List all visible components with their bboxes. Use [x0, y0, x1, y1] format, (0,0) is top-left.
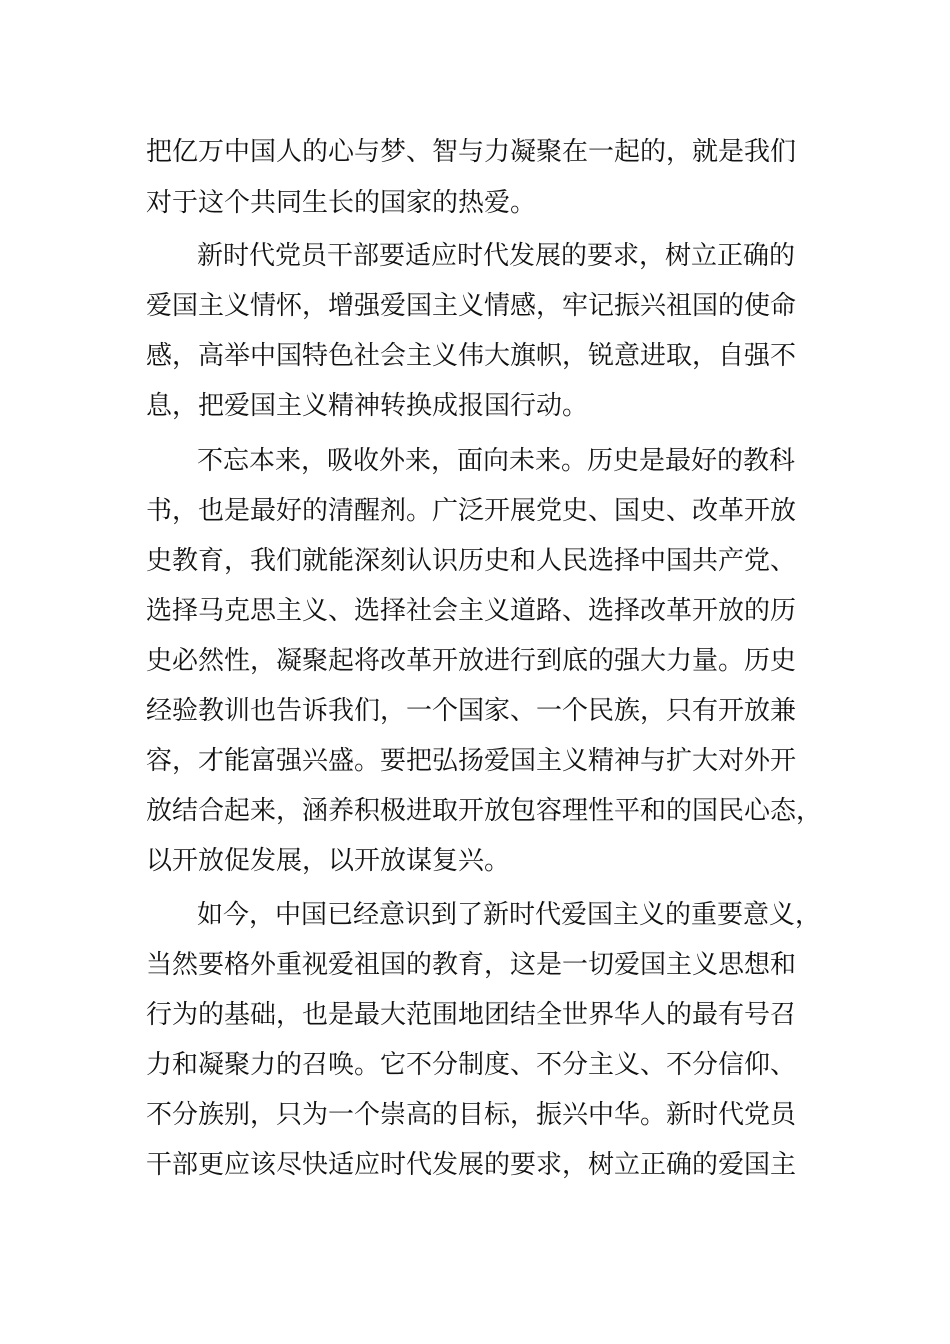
- text-line: 息，把爱国主义精神转换成报国行动。: [146, 391, 589, 421]
- text-line: 容，才能富强兴盛。要把弘扬爱国主义精神与扩大对外开: [146, 746, 797, 776]
- text-line: 干部更应该尽快适应时代发展的要求，树立正确的爱国主: [146, 1150, 797, 1180]
- text-line: 把亿万中国人的心与梦、智与力凝聚在一起的，就是我们: [146, 137, 797, 167]
- text-line: 不分族别，只为一个崇高的目标，振兴中华。新时代党员: [146, 1100, 797, 1130]
- text-line: 经验教训也告诉我们，一个国家、一个民族，只有开放兼: [146, 696, 797, 726]
- text-line: 感，高举中国特色社会主义伟大旗帜，锐意进取，自强不: [146, 341, 797, 371]
- text-line: 史教育，我们就能深刻认识历史和人民选择中国共产党、: [146, 546, 797, 576]
- text-line: 爱国主义情怀，增强爱国主义情感，牢记振兴祖国的使命: [146, 291, 797, 321]
- text-line: 书，也是最好的清醒剂。广泛开展党史、国史、改革开放: [146, 496, 797, 526]
- paragraph-first-line: 不忘本来，吸收外来，面向未来。历史是最好的教科: [197, 446, 796, 476]
- paragraph-first-line: 新时代党员干部要适应时代发展的要求，树立正确的: [197, 241, 796, 271]
- text-line: 行为的基础，也是最大范围地团结全世界华人的最有号召: [146, 1000, 797, 1030]
- text-line: 力和凝聚力的召唤。它不分制度、不分主义、不分信仰、: [146, 1050, 797, 1080]
- text-line: 选择马克思主义、选择社会主义道路、选择改革开放的历: [146, 596, 797, 626]
- text-line: 对于这个共同生长的国家的热爱。: [146, 188, 537, 218]
- paragraph-first-line: 如今，中国已经意识到了新时代爱国主义的重要意义，: [197, 900, 822, 930]
- text-line: 史必然性，凝聚起将改革开放进行到底的强大力量。历史: [146, 646, 797, 676]
- text-line: 当然要格外重视爱祖国的教育，这是一切爱国主义思想和: [146, 950, 797, 980]
- text-line: 以开放促发展，以开放谋复兴。: [146, 846, 511, 876]
- text-line: 放结合起来，涵养积极进取开放包容理性平和的国民心态，: [146, 796, 823, 826]
